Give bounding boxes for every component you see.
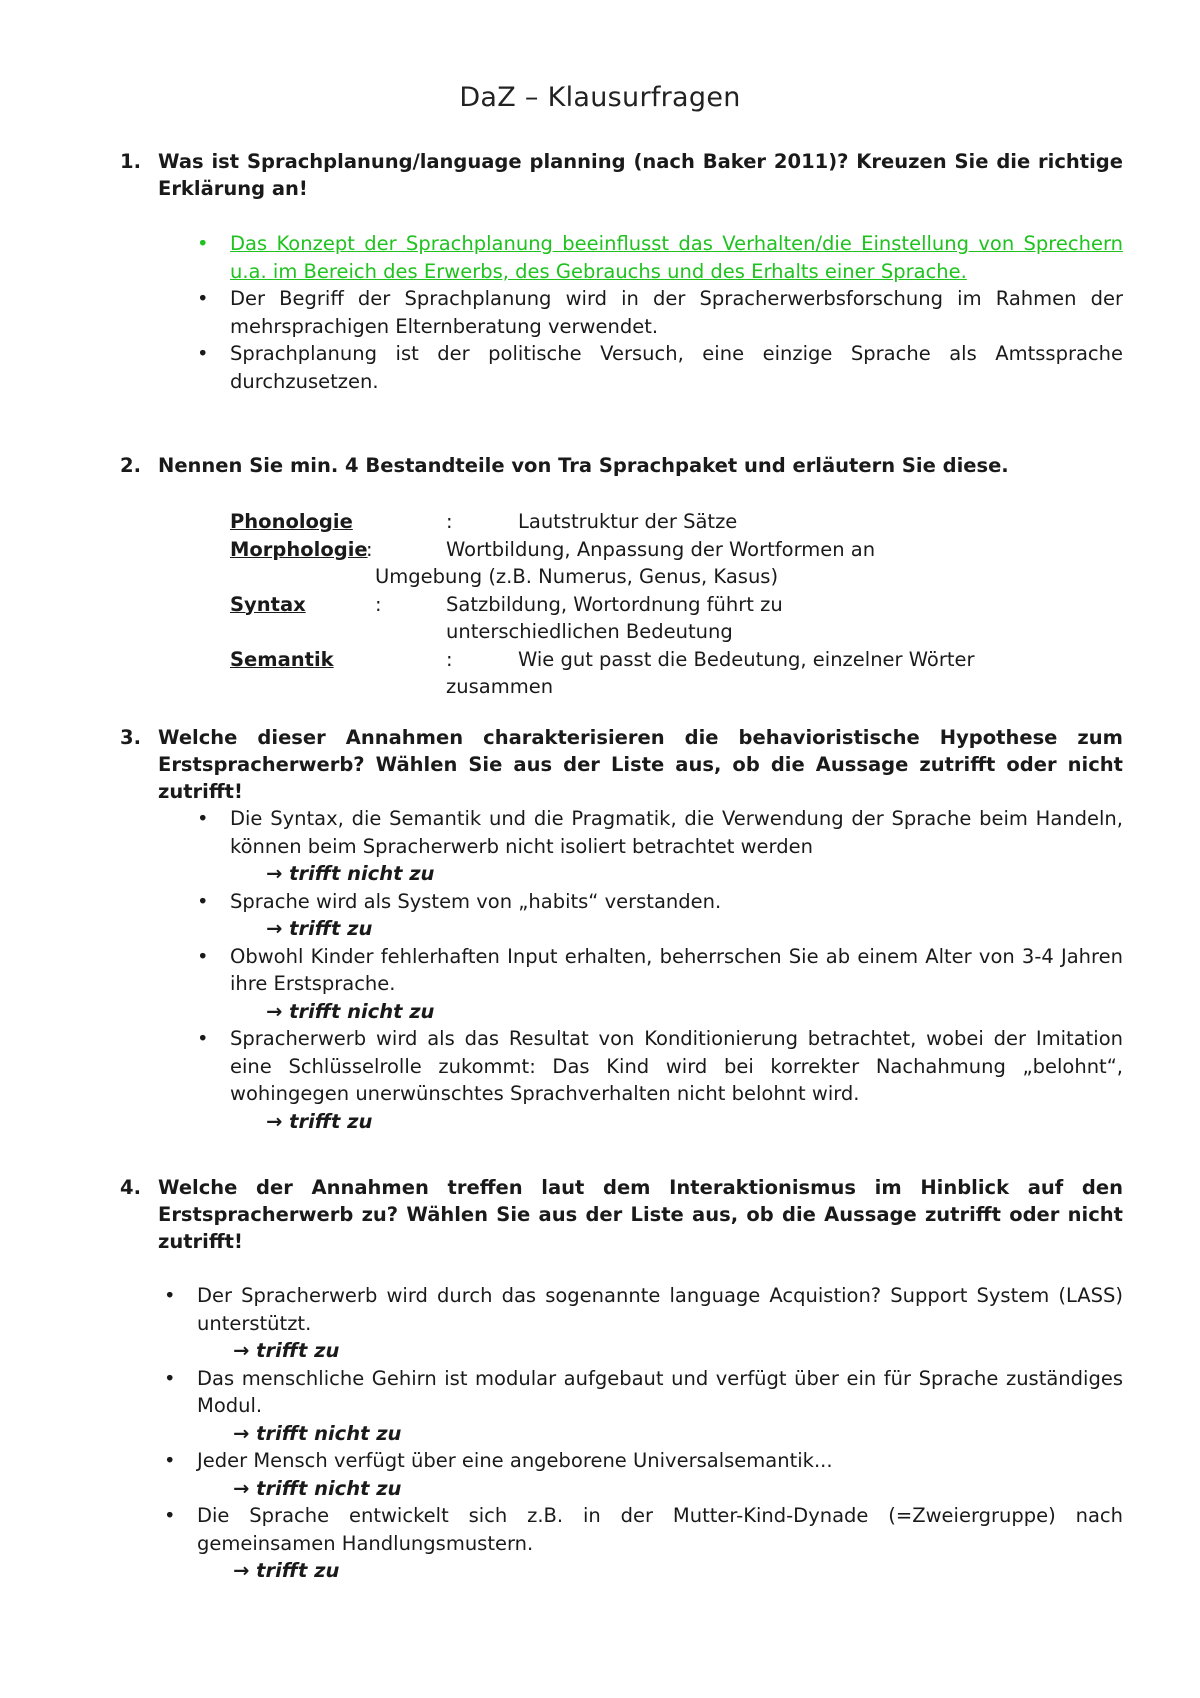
question-text: Was ist Sprachplanung/language planning (nach Baker 2011)? Kreuzen Sie die richtige Erklärung an! <box>158 150 1123 200</box>
answer-text: → trifft nicht zu <box>233 1476 402 1500</box>
bullet-icon: • <box>164 1284 176 1307</box>
term-syntax: Syntax <box>230 592 306 616</box>
colon: : <box>446 510 453 533</box>
definition-list <box>230 508 1050 701</box>
question-number: 1. <box>120 150 141 173</box>
answer-text: → trifft zu <box>266 917 373 940</box>
bullet-icon: • <box>164 1504 176 1527</box>
correct-option: Das Konzept der Sprachplanung beeinflusst das Verhalten/die Einstellung von Sprechern u.a. im Bereich des Erwerbs, des Gebrauchs und des Erhalts einer Sprache. <box>230 232 1123 283</box>
colon: : <box>446 647 453 671</box>
definition-text: unterschiedlichen Bedeutung <box>446 620 733 643</box>
bullet-icon: • <box>164 1449 176 1472</box>
answer-text: → trifft zu <box>233 1339 340 1362</box>
list-item <box>197 805 1123 888</box>
question-4 <box>120 1174 1123 1255</box>
bullet-icon: • <box>197 944 209 968</box>
list-item <box>164 1502 1123 1585</box>
statement-text: Obwohl Kinder fehlerhaften Input erhalten, beherrschen Sie ab einem Alter von 3-4 Jahren ihre Erstsprache. <box>230 944 1123 995</box>
definition-row <box>230 646 1050 674</box>
question-number: 3. <box>120 726 141 749</box>
list-item <box>197 230 1123 285</box>
definition-row <box>230 673 1050 701</box>
term-morphologie: Morphologie <box>230 537 368 561</box>
question-1 <box>120 148 1123 202</box>
q1-options <box>197 230 1123 395</box>
statement-text: Die Syntax, die Semantik und die Pragmatik, die Verwendung der Sprache beim Handeln, können beim Spracherwerb nicht isoliert betrachtet werden <box>230 807 1123 858</box>
statement-text: Die Sprache entwickelt sich z.B. in der Mutter-Kind-Dynade (=Zweiergruppe) nach gemeinsamen Handlungsmustern. <box>197 1504 1123 1555</box>
q4-statements <box>164 1282 1123 1585</box>
q3-statements <box>197 805 1123 1135</box>
list-item <box>164 1447 1123 1502</box>
definition-text: Wie gut passt die Bedeutung, einzelner Wörter <box>518 647 975 671</box>
definition-text: zusammen <box>446 675 554 698</box>
definition-text: Lautstruktur der Sätze <box>518 510 738 533</box>
term-phonologie: Phonologie <box>230 510 353 533</box>
list-item <box>197 285 1123 340</box>
list-item <box>164 1365 1123 1448</box>
statement-text: Sprache wird als System von „habits“ verstanden. <box>230 889 722 913</box>
bullet-icon: • <box>197 889 209 913</box>
option-text: Sprachplanung ist der politische Versuch, eine einzige Sprache als Amtssprache durchzusetzen. <box>230 342 1123 393</box>
list-item <box>197 340 1123 395</box>
statement-text: Spracherwerb wird als das Resultat von Konditionierung betrachtet, wobei der Imitation eine Schlüsselrolle zukommt: Das Kind wird bei korrekter Nachahmung „belohnt“, wohingegen unerwünschtes Sprachverhalten nicht belohnt wird. <box>230 1027 1123 1105</box>
bullet-icon: • <box>197 232 209 255</box>
list-item <box>197 943 1123 1026</box>
question-3 <box>120 724 1123 805</box>
definition-row <box>230 536 1050 564</box>
bullet-icon: • <box>197 287 209 310</box>
bullet-icon: • <box>197 1027 209 1050</box>
list-item <box>197 1025 1123 1135</box>
definition-text: Wortbildung, Anpassung der Wortformen an <box>446 537 876 561</box>
definition-text: Satzbildung, Wortordnung führt zu <box>446 592 783 616</box>
question-number: 4. <box>120 1176 141 1199</box>
definition-row <box>230 591 1050 619</box>
definition-text: Umgebung (z.B. Numerus, Genus, Kasus) <box>375 565 779 588</box>
answer-text: → trifft nicht zu <box>266 862 435 885</box>
statement-text: Jeder Mensch verfügt über eine angeborene Universalsemantik... <box>197 1449 833 1472</box>
statement-text: Der Spracherwerb wird durch das sogenannte language Acquistion? Support System (LASS) unterstützt. <box>197 1284 1123 1335</box>
question-number: 2. <box>120 454 141 477</box>
bullet-icon: • <box>197 342 209 365</box>
colon: : <box>375 592 382 616</box>
term-semantik: Semantik <box>230 647 334 671</box>
question-text: Nennen Sie min. 4 Bestandteile von Tra Sprachpaket und erläutern Sie diese. <box>158 454 1009 477</box>
colon: : <box>366 537 373 561</box>
definition-row <box>230 563 1050 591</box>
question-text: Welche dieser Annahmen charakterisieren die behavioristische Hypothese zum Erstspracherwerb? Wählen Sie aus der Liste aus, ob die Aussage zutrifft oder nicht zutrifft! <box>158 726 1123 803</box>
bullet-icon: • <box>197 807 209 830</box>
question-text: Welche der Annahmen treffen laut dem Interaktionismus im Hinblick auf den Erstspracherwerb zu? Wählen Sie aus der Liste aus, ob die Aussage zutrifft oder nicht zutrifft! <box>158 1176 1123 1253</box>
statement-text: Das menschliche Gehirn ist modular aufgebaut und verfügt über ein für Sprache zuständiges Modul. <box>197 1366 1123 1417</box>
answer-text: → trifft nicht zu <box>233 1421 402 1445</box>
question-2 <box>120 452 1123 479</box>
bullet-icon: • <box>164 1366 176 1390</box>
answer-text: → trifft zu <box>233 1559 340 1582</box>
list-item <box>197 888 1123 943</box>
definition-row <box>230 618 1050 646</box>
definition-row <box>230 508 1050 536</box>
page-title: DaZ – Klausurfragen <box>459 82 741 113</box>
option-text: Der Begriff der Sprachplanung wird in der Spracherwerbsforschung im Rahmen der mehrsprachigen Elternberatung verwendet. <box>230 287 1123 338</box>
answer-text: → trifft nicht zu <box>266 999 435 1023</box>
list-item <box>164 1282 1123 1365</box>
answer-text: → trifft zu <box>266 1109 373 1133</box>
